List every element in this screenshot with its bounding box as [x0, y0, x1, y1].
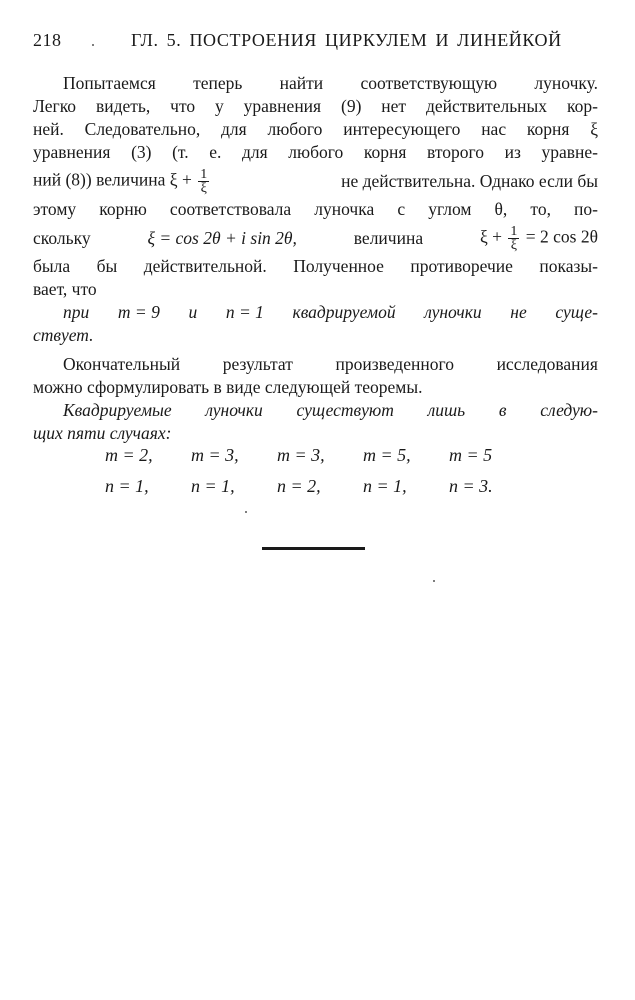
word: ней. — [33, 119, 64, 139]
n-values-row — [105, 471, 535, 502]
word: с — [397, 199, 406, 219]
page-header — [33, 30, 603, 58]
word: нет — [381, 96, 407, 116]
case-value: n = 1, — [105, 476, 149, 496]
text-line — [33, 198, 598, 221]
fraction — [198, 168, 209, 195]
text-line — [33, 118, 598, 141]
word: следую- — [540, 400, 598, 420]
section-end-rule — [262, 547, 365, 550]
text-line — [33, 278, 598, 301]
word: лишь — [427, 400, 466, 420]
word: теперь — [193, 73, 243, 93]
word: (т. — [172, 142, 189, 162]
text-segment: щих пяти случаях: — [33, 423, 172, 443]
word: уравнения — [33, 142, 111, 162]
word: была — [33, 256, 71, 276]
word: показы- — [539, 256, 598, 276]
word: этому — [33, 199, 77, 219]
running-head: ГЛ. 5. ПОСТРОЕНИЯ ЦИРКУЛЕМ И ЛИНЕЙКОЙ — [131, 30, 562, 50]
word: при — [63, 302, 90, 322]
fraction-numerator: 1 — [200, 166, 208, 182]
fraction-denominator: ξ — [200, 180, 207, 196]
fraction-denominator: ξ — [510, 237, 517, 253]
formula-part: ξ + — [479, 226, 502, 247]
word: корня — [526, 119, 570, 139]
text-segment: ствует. — [33, 325, 94, 345]
statement-line — [33, 301, 598, 324]
word: не — [510, 302, 527, 322]
text-line-with-formula — [33, 221, 598, 255]
word: (3) — [131, 142, 152, 162]
word: Полученное — [293, 256, 384, 276]
word: в — [498, 400, 507, 420]
text-line — [33, 255, 598, 278]
case-value: m = 3, — [277, 445, 325, 465]
word: луночки — [205, 400, 263, 420]
word: е. — [209, 142, 222, 162]
word: второго — [427, 142, 484, 162]
print-speck — [92, 44, 94, 46]
text-line — [33, 376, 598, 399]
word: противоречие — [410, 256, 513, 276]
word: произведенного — [335, 354, 454, 374]
word: Легко — [33, 96, 77, 116]
word: любого — [288, 142, 344, 162]
word: квадрируемой — [292, 302, 396, 322]
text-line — [33, 95, 598, 118]
word: уравнения — [243, 96, 322, 116]
word: из — [504, 142, 521, 162]
word: кор- — [566, 96, 598, 116]
word: любого — [267, 119, 323, 139]
word: луночки — [424, 302, 482, 322]
text-line — [33, 353, 598, 376]
text-segment: вает, что — [33, 279, 97, 299]
word: соответствовала — [169, 199, 292, 219]
print-speck — [245, 511, 247, 513]
print-speck — [433, 580, 435, 582]
formula: ξ = cos 2θ + i sin 2θ, — [147, 227, 297, 248]
word: то, — [530, 199, 551, 219]
word: по- — [574, 199, 598, 219]
case-value: n = 1, — [191, 476, 235, 496]
word: луночку. — [534, 73, 598, 93]
word: и — [188, 302, 198, 322]
math-symbol: θ, — [494, 199, 508, 219]
text-line — [33, 141, 598, 164]
word: скольку — [33, 227, 91, 248]
word: исследования — [496, 354, 598, 374]
fraction-numerator: 1 — [510, 223, 518, 239]
fraction — [508, 225, 519, 252]
m-values-row — [105, 440, 535, 471]
theorem-line — [33, 399, 598, 422]
word: результат — [222, 354, 293, 374]
word: найти — [279, 73, 324, 93]
case-value: n = 1, — [363, 476, 407, 496]
text-segment: можно сформулировать в виде следующей теоремы. — [33, 377, 423, 397]
cases-table — [105, 440, 535, 502]
word: для — [242, 142, 268, 162]
word: интересующего — [343, 119, 461, 139]
text-segment: не действительна. Однако если бы — [341, 170, 598, 191]
word: луночка — [314, 199, 375, 219]
math-symbol: ξ — [590, 119, 598, 139]
word: нас — [481, 119, 507, 139]
case-value: m = 5, — [363, 445, 411, 465]
word: Следовательно, — [84, 119, 201, 139]
formula-part: = 2 cos 2θ — [525, 226, 598, 247]
word: бы — [96, 256, 118, 276]
word: суще- — [555, 302, 598, 322]
case-value: m = 3, — [191, 445, 239, 465]
formula: m = 9 — [117, 302, 160, 322]
word: Попытаемся — [63, 73, 156, 93]
formula: n = 1 — [225, 302, 264, 322]
word: корню — [99, 199, 147, 219]
word: для — [221, 119, 247, 139]
word: корня — [363, 142, 407, 162]
text-line-with-formula — [33, 164, 598, 198]
formula-text — [480, 225, 598, 252]
word: величина — [353, 227, 424, 248]
case-value: m = 2, — [105, 445, 153, 465]
word: (9) — [341, 96, 362, 116]
statement-line — [33, 324, 598, 347]
case-value: n = 3. — [449, 476, 493, 496]
word: действительных — [425, 96, 548, 116]
word: соответствующую — [360, 73, 498, 93]
word: действительной. — [143, 256, 267, 276]
page-number: 218 — [33, 30, 62, 50]
word: что — [170, 96, 196, 116]
word: Окончательный — [63, 354, 181, 374]
case-value: n = 2, — [277, 476, 321, 496]
formula-text — [33, 168, 211, 195]
word: Квадрируемые — [63, 400, 172, 420]
formula-part: ний (8)) величина ξ + — [33, 169, 192, 190]
word: у — [215, 96, 224, 116]
word: существуют — [296, 400, 394, 420]
word: видеть, — [95, 96, 151, 116]
word: углом — [428, 199, 472, 219]
case-value: m = 5 — [449, 445, 493, 465]
word: уравне- — [541, 142, 598, 162]
text-line — [33, 72, 598, 95]
body-text — [33, 72, 598, 445]
